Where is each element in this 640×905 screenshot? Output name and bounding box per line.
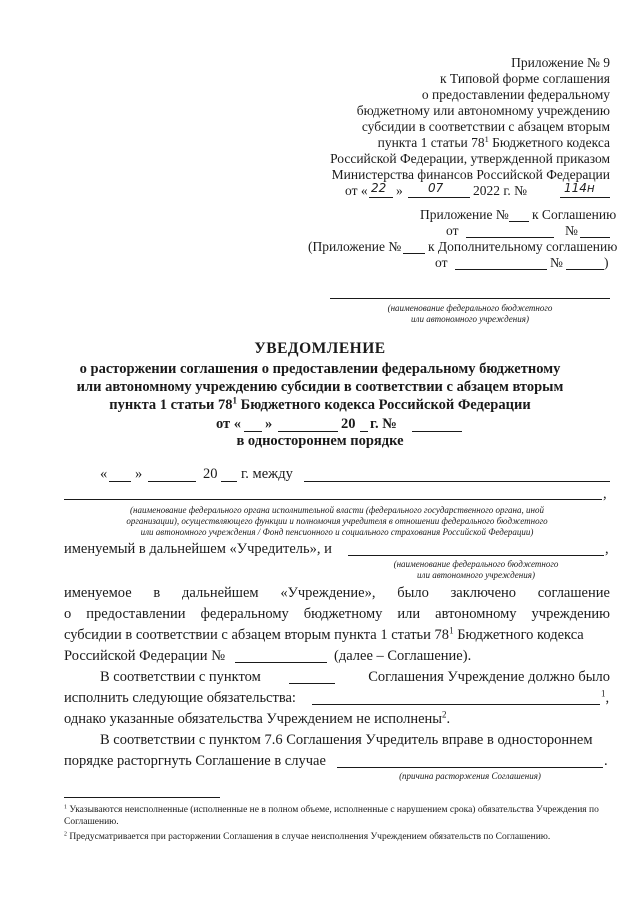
p1-line3-sup: 1: [449, 625, 454, 636]
footnote-2-marker: 2: [64, 831, 67, 838]
footnote-2: [64, 831, 614, 843]
para1-line-2: [64, 605, 610, 623]
agreement-open-quote: «: [100, 466, 108, 482]
appendix-date-year: 2022 г. №: [473, 183, 528, 198]
p2-line1-a: В соответствии с пунктом: [100, 669, 261, 685]
p1-word: именуемое: [64, 585, 132, 601]
p1-word: предоставлении: [86, 606, 186, 622]
appendix-line-6: [378, 135, 610, 151]
inst2-caption-2: или автономного учреждения): [417, 570, 535, 580]
para2-line-3: [64, 710, 610, 728]
p1-word: в: [153, 585, 161, 601]
attach-number-blank: [509, 221, 529, 222]
title-date-year: 20: [341, 416, 356, 432]
para3-line-2: порядке расторгнуть Соглашение в случае: [64, 753, 326, 769]
agreement-month-blank: [148, 481, 196, 482]
appendix-line-5: субсидии в соответствии с абзацем вторым: [361, 119, 610, 134]
appendix-line-2: к Типовой форме соглашения: [440, 71, 610, 86]
title-date-month-blank: [278, 431, 338, 432]
attach-line-1-a: Приложение №: [420, 207, 509, 222]
footnote-1: [64, 804, 614, 828]
appendix-handwritten-number: 114н: [564, 181, 595, 195]
inst2-caption-1: (наименование федерального бюджетного: [393, 559, 559, 569]
p1-word: о: [64, 606, 72, 622]
title-line-1: о расторжении соглашения о предоставлении федеральному бюджетному: [79, 361, 561, 377]
appendix-date-month-blank: [408, 197, 470, 198]
p2-line3-sup: 2: [442, 709, 447, 720]
attach-line-4-ot: от: [435, 255, 448, 270]
attach-line-3-a: (Приложение №: [308, 239, 402, 254]
institution2-comma: ,: [605, 541, 609, 557]
appendix-date-day-blank: [369, 197, 393, 198]
para1-line-1: [64, 584, 610, 602]
title-line-3-text: пункта 1 статьи 78: [109, 397, 233, 413]
para3-line-1: В соответствии с пунктом 7.6 Соглашения Учредитель вправе в одностороннем: [100, 732, 593, 748]
agreement-g-mezhdu: г. между: [241, 466, 293, 482]
p1-word: заключено: [450, 585, 517, 601]
attach-date-blank: [466, 237, 554, 238]
p2-line2-a: исполнить следующие обязательства:: [64, 690, 296, 706]
appendix-date-ot: от «: [345, 183, 368, 198]
attach-line-3-b: к Дополнительному соглашению: [428, 239, 618, 254]
organ-caption-3: или автономного учреждения / Фонд пенсионного и социального страхования Российской Федерации): [140, 527, 534, 537]
title-date-ot: от «: [216, 416, 242, 432]
institution-caption-1: (наименование федерального бюджетного: [387, 303, 553, 313]
institution-name-line: [330, 298, 610, 299]
appendix-line-8: Министерства финансов Российской Федерации: [331, 167, 610, 182]
title-line-3: [0, 397, 640, 414]
agreement-number-blank: [235, 662, 327, 663]
attach-number2-blank: [580, 237, 610, 238]
p1-word: дальнейшем: [182, 585, 259, 601]
p2-line2-comma: ,: [605, 690, 610, 706]
p1-line4-tail: (далее – Соглашение).: [334, 648, 472, 664]
institution2-blank: [348, 555, 604, 556]
addl-date-blank: [455, 269, 547, 270]
named-founder-text: именуемый в дальнейшем «Учредитель», и: [64, 541, 332, 557]
obligations-blank: [312, 704, 600, 705]
footnote-separator: [64, 797, 220, 798]
para3-line-2-end: .: [604, 753, 608, 769]
reason-blank: [337, 767, 603, 768]
appendix-line-6-tail: Бюджетного кодекса: [488, 135, 610, 150]
p1-line4-text: Российской Федерации №: [64, 648, 226, 664]
agreement-close-quote: »: [135, 466, 143, 482]
appendix-line-1: Приложение № 9: [511, 55, 610, 70]
title-unilateral: в одностороннем порядке: [236, 433, 404, 449]
title-date-day-blank: [244, 431, 262, 432]
agreement-year: 20: [203, 466, 218, 482]
appendix-handwritten-day: 22: [371, 181, 387, 195]
institution-caption-2: или автономного учреждения): [411, 314, 529, 324]
p1-word: учреждению: [531, 606, 610, 622]
p1-line3-tail: Бюджетного кодекса: [453, 627, 584, 643]
footnote-1-marker: 1: [64, 804, 67, 811]
p2-line3-text: однако указанные обязательства Учреждением не исполнены: [64, 711, 443, 727]
attach-line-1-b: к Соглашению: [532, 207, 617, 222]
title-line-3-tail: Бюджетного кодекса Российской Федерации: [237, 397, 531, 413]
appendix-line-6-sup: 1: [484, 134, 489, 144]
p1-word: автономному: [435, 606, 517, 622]
organ-name-comma: ,: [603, 486, 607, 502]
appendix-line-6-text: пункта 1 статьи 78: [377, 135, 485, 150]
agreement-year-blank: [221, 481, 237, 482]
attach-line-2-ot: от: [446, 223, 459, 238]
appendix-line-7: Российской Федерации, утвержденной приказом: [330, 151, 610, 166]
p1-word: «Учреждение»,: [280, 585, 376, 601]
clause-number-blank: [289, 683, 335, 684]
p1-word: соглашение: [537, 585, 610, 601]
p2-line2-end: [601, 689, 609, 707]
p1-word: бюджетному: [303, 606, 383, 622]
p1-line3-text: субсидии в соответствии с абзацем вторым пункта 1 статьи 78: [64, 627, 450, 643]
p2-line2-sup: 1: [601, 688, 606, 699]
title-date-year-blank: [360, 431, 368, 432]
footnote-1-text: Указываются неисполненные (исполненные не в полном объеме, исполненные с нарушением срока) обязательства Учреждения по Соглашению.: [64, 805, 599, 827]
organ-caption-1: (наименование федерального органа исполнительной власти (федерального государственного органа, иной: [130, 505, 544, 515]
agreement-day-blank: [109, 481, 131, 482]
footnote-2-text: Предусматривается при расторжении Соглашения в случае неисполнения Учреждением обязательств по Соглашению.: [66, 832, 551, 842]
title-number-blank: [412, 431, 462, 432]
title-line-3-sup: 1: [232, 395, 238, 406]
p1-word: или: [397, 606, 421, 622]
addl-number2-blank: [566, 269, 604, 270]
para1-line-3: [64, 626, 610, 644]
appendix-date-close: »: [396, 183, 403, 198]
attach-line-2-no: №: [565, 223, 578, 238]
title-date-close: »: [265, 416, 273, 432]
p2-line3-end: .: [446, 711, 451, 727]
p1-word: было: [397, 585, 429, 601]
appendix-line-4: бюджетному или автономному учреждению: [356, 103, 610, 118]
reason-caption: (причина расторжения Соглашения): [399, 771, 541, 781]
appendix-number-blank: [560, 197, 610, 198]
p1-word: федеральному: [200, 606, 289, 622]
agreement-party-blank: [304, 481, 610, 482]
addl-number-blank: [403, 253, 425, 254]
title-line-2: или автономному учреждению субсидии в соответствии с абзацем вторым: [76, 379, 564, 395]
appendix-handwritten-month: 07: [428, 181, 444, 195]
appendix-line-3: о предоставлении федеральному: [421, 87, 610, 102]
title-date-g: г. №: [370, 416, 397, 432]
attach-line-4-close: ): [604, 255, 609, 270]
organ-name-line: [64, 499, 602, 500]
document-heading: УВЕДОМЛЕНИЕ: [254, 340, 386, 357]
attach-line-4-no: №: [550, 255, 563, 270]
organ-caption-2: организации), осуществляющего функции и полномочия учредителя в отношении федерального бюджетного: [126, 516, 548, 526]
p2-line1-b: Соглашения Учреждение должно было: [368, 669, 610, 685]
